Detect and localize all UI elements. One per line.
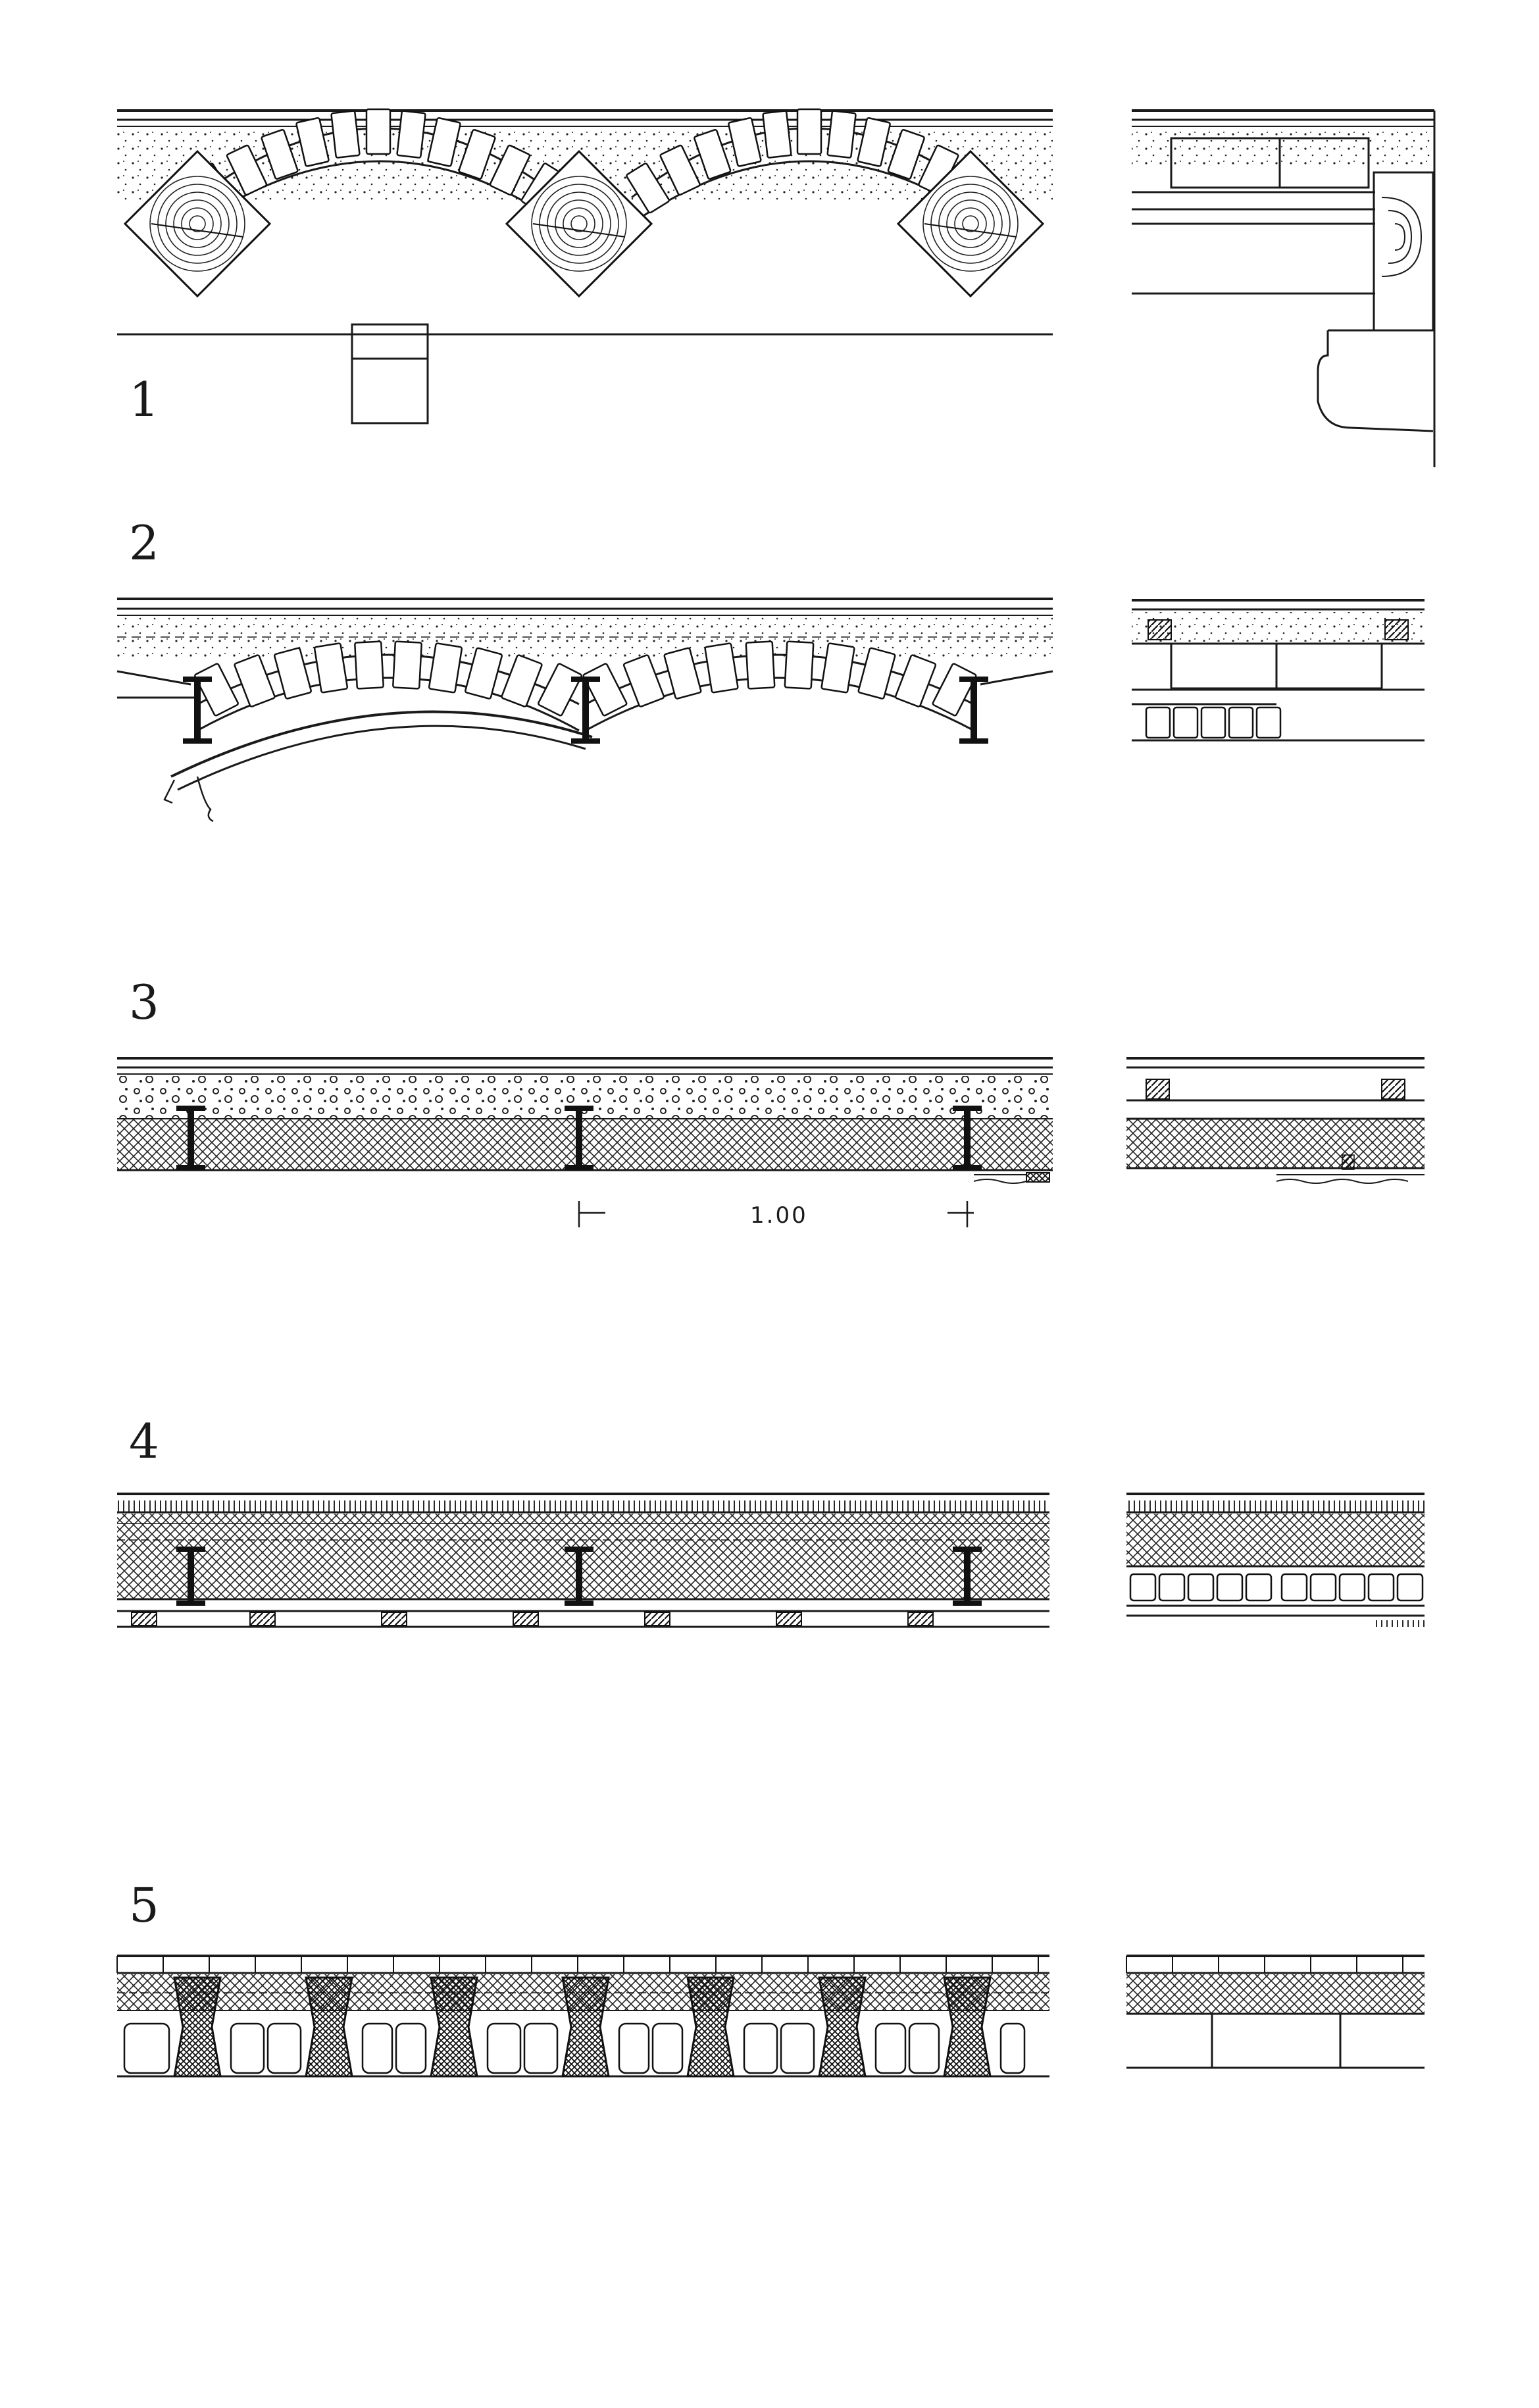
concrete-rib xyxy=(944,1978,990,2076)
batten xyxy=(513,1612,538,1626)
concrete-rib xyxy=(819,1978,865,2076)
concrete-rib xyxy=(688,1978,734,2076)
hollow-block xyxy=(1159,1574,1184,1601)
brick xyxy=(366,109,390,154)
panel-label-4: 4 xyxy=(129,1414,159,1469)
brick xyxy=(538,663,582,717)
hollow-block xyxy=(619,2024,649,2073)
hollow-block xyxy=(1229,707,1253,738)
panel-label-2: 2 xyxy=(129,515,159,571)
hollow-block xyxy=(744,2024,777,2073)
section-2-steel-beam-brick-vault xyxy=(117,599,1425,821)
hollow-block xyxy=(396,2024,426,2073)
hollow-block xyxy=(1311,1574,1336,1601)
hollow-block xyxy=(1188,1574,1213,1601)
brick xyxy=(234,655,275,707)
hollow-block xyxy=(1340,1574,1365,1601)
hollow-block xyxy=(231,2024,264,2073)
hollow-block xyxy=(1398,1574,1423,1601)
hollow-block xyxy=(1257,707,1280,738)
section-1-timber-beam-brick-vault xyxy=(117,109,1434,467)
batten xyxy=(645,1612,670,1626)
hollow-block xyxy=(1282,1574,1307,1601)
brick xyxy=(355,642,384,689)
brick xyxy=(746,642,775,689)
brick xyxy=(194,663,238,717)
hollow-block xyxy=(124,2024,169,2073)
brick xyxy=(393,642,422,689)
section-5-hollow-block-rib-slab xyxy=(117,1956,1425,2076)
hollow-block xyxy=(524,2024,557,2073)
batten xyxy=(382,1612,407,1626)
batten xyxy=(250,1612,275,1626)
hollow-block xyxy=(909,2024,939,2073)
brick xyxy=(797,109,821,154)
panel-label-1: 1 xyxy=(129,372,159,427)
brick xyxy=(623,655,664,707)
concrete-rib xyxy=(431,1978,477,2076)
brick xyxy=(583,663,627,717)
brick xyxy=(895,655,936,707)
brick xyxy=(785,642,814,689)
brick xyxy=(827,111,855,158)
batten xyxy=(776,1612,801,1626)
hollow-block xyxy=(1201,707,1225,738)
panel-label-5: 5 xyxy=(129,1878,159,1933)
brick xyxy=(932,663,976,717)
dimension-label: 1.00 xyxy=(750,1202,808,1229)
concrete-rib xyxy=(174,1978,220,2076)
hollow-block xyxy=(1369,1574,1394,1601)
batten xyxy=(132,1612,157,1626)
hollow-block xyxy=(1174,707,1198,738)
brick xyxy=(331,111,359,158)
batten xyxy=(908,1612,933,1626)
hollow-block xyxy=(876,2024,905,2073)
hollow-block xyxy=(1146,707,1170,738)
concrete-rib xyxy=(306,1978,352,2076)
brick xyxy=(397,111,425,158)
brick xyxy=(763,111,791,158)
hollow-block xyxy=(363,2024,392,2073)
section-4-steel-beam-hollow-slab xyxy=(117,1494,1425,1627)
hollow-block xyxy=(781,2024,814,2073)
hollow-block xyxy=(1001,2024,1024,2073)
hollow-block xyxy=(1246,1574,1271,1601)
hollow-block xyxy=(1217,1574,1242,1601)
hollow-block xyxy=(268,2024,301,2073)
concrete-rib xyxy=(563,1978,609,2076)
panel-label-3: 3 xyxy=(129,975,159,1030)
hollow-block xyxy=(1130,1574,1155,1601)
hollow-block xyxy=(653,2024,682,2073)
brick xyxy=(501,655,542,707)
hollow-block xyxy=(488,2024,520,2073)
